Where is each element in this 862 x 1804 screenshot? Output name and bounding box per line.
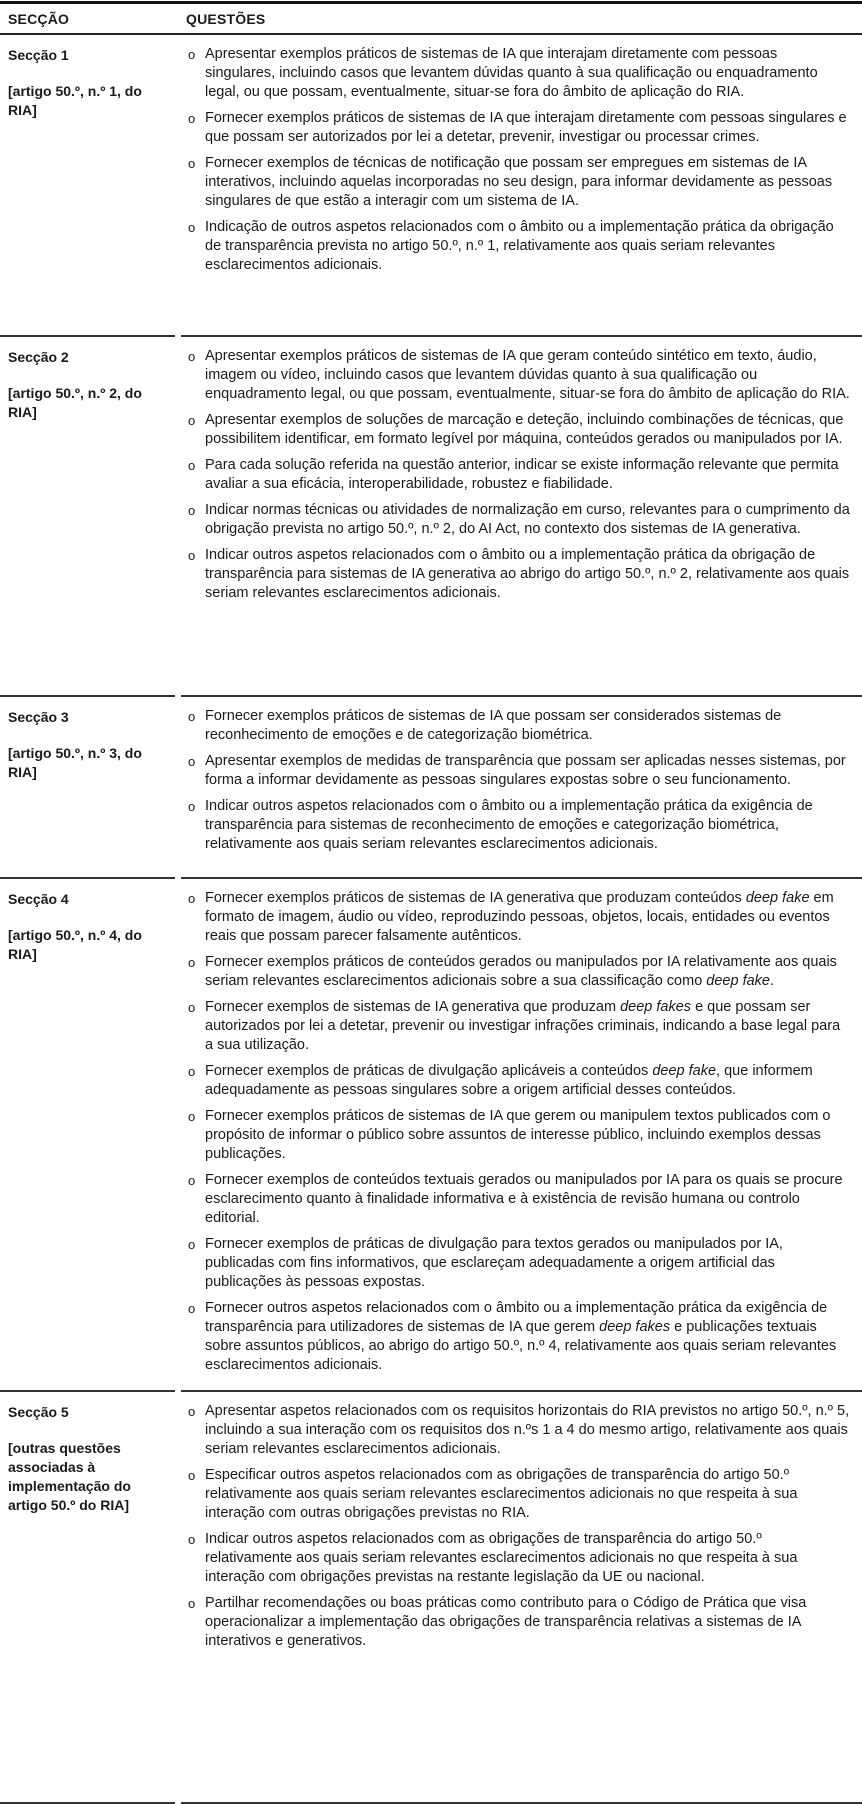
table-row-section-3 <box>0 697 862 877</box>
question-item <box>181 1530 852 1587</box>
bullet-circle-icon: o <box>188 413 196 428</box>
question-text: Fornecer exemplos de sistemas de IA generativa que produzam deep fakes e que possam ser autorizados por lei a detetar, prevenir ou investigar infrações criminais, indicando a base legal para a sua utilização. <box>205 999 841 1053</box>
section-cell <box>0 1392 181 1802</box>
question-item <box>181 707 852 745</box>
section-reference: [artigo 50.º, n.º 1, do RIA] <box>8 83 142 118</box>
section-cell <box>0 879 181 1390</box>
question-text: Apresentar exemplos práticos de sistemas de IA que interajam diretamente com pessoas singulares, incluindo casos que levantem dúvidas quanto à sua qualificação ou enquadramento legal, ou que possam, eventualmente, situar-se fora do âmbito de aplicação do RIA. <box>205 46 818 100</box>
question-text: Fornecer exemplos de práticas de divulgação aplicáveis a conteúdos deep fake, que informem adequadamente as pessoas singulares sobre a origem artificial desses conteúdos. <box>205 1063 813 1098</box>
bullet-circle-icon: o <box>188 47 196 62</box>
section-title: Secção 3 <box>8 709 69 725</box>
question-item <box>181 1107 852 1164</box>
question-item <box>181 752 852 790</box>
question-text: Fornecer exemplos de conteúdos textuais gerados ou manipulados por IA para os quais se procure esclarecimento quanto à finalidade informativa e à existência de revisão humana ou controlo editorial. <box>205 1172 843 1226</box>
table-row-section-1 <box>0 35 862 335</box>
bullet-circle-icon: o <box>188 1064 196 1079</box>
questions-cell <box>181 879 862 1390</box>
table-row-section-5 <box>0 1392 862 1802</box>
table-row-section-2 <box>0 337 862 695</box>
section-cell <box>0 697 181 877</box>
question-item <box>181 109 852 147</box>
bullet-circle-icon: o <box>188 1173 196 1188</box>
question-item <box>181 1062 852 1100</box>
bullet-circle-icon: o <box>188 1596 196 1611</box>
table-body <box>0 35 862 1804</box>
bullet-circle-icon: o <box>188 1000 196 1015</box>
section-reference: [artigo 50.º, n.º 2, do RIA] <box>8 385 142 420</box>
bullet-circle-icon: o <box>188 111 196 126</box>
bullet-circle-icon: o <box>188 955 196 970</box>
bullet-circle-icon: o <box>188 1109 196 1124</box>
question-text: Especificar outros aspetos relacionados com as obrigações de transparência do artigo 50.º relativamente aos quais seriam relevantes esclarecimentos adicionais no que respeita à sua interação com outras obrigações previstas no RIA. <box>205 1467 798 1521</box>
question-text: Fornecer exemplos práticos de sistemas de IA que interajam diretamente com pessoas singulares e que possam ser autorizados por lei a detetar, prevenir, investigar ou processar crimes. <box>205 110 847 145</box>
questions-cell <box>181 697 862 877</box>
bullet-circle-icon: o <box>188 458 196 473</box>
question-text: Partilhar recomendações ou boas práticas como contributo para o Código de Prática que visa operacionalizar a implementação das obrigações de transparência relativas a sistemas de IA interativos e generativos. <box>205 1595 807 1649</box>
question-item <box>181 1171 852 1228</box>
questions-cell <box>181 1392 862 1802</box>
bullet-circle-icon: o <box>188 1404 196 1419</box>
question-text: Apresentar aspetos relacionados com os requisitos horizontais do RIA previstos no artigo 50.º, n.º 5, incluindo a sua interação com os requisitos dos n.ºs 1 a 4 do mesmo artigo, relativamente aos quais seriam relevantes esclarecimentos adicionais. <box>205 1403 850 1457</box>
bullet-circle-icon: o <box>188 1301 196 1316</box>
question-text: Fornecer exemplos práticos de conteúdos gerados ou manipulados por IA relativamente aos quais seriam relevantes esclarecimentos adicionais sobre a sua classificação como deep fake. <box>205 954 837 989</box>
header-questions: QUESTÕES <box>186 10 266 27</box>
header-section: SECÇÃO <box>8 10 70 27</box>
question-item <box>181 1594 852 1651</box>
question-item <box>181 218 852 275</box>
bullet-circle-icon: o <box>188 548 196 563</box>
bullet-circle-icon: o <box>188 891 196 906</box>
section-cell <box>0 35 181 335</box>
bullet-circle-icon: o <box>188 220 196 235</box>
question-text: Fornecer exemplos de práticas de divulgação para textos gerados ou manipulados por IA, publicadas com fins informativos, que esclareçam adequadamente a origem artificial das publicações às pessoas expostas. <box>205 1236 783 1290</box>
section-reference: [artigo 50.º, n.º 3, do RIA] <box>8 745 142 780</box>
question-item <box>181 456 852 494</box>
bullet-circle-icon: o <box>188 156 196 171</box>
question-text: Apresentar exemplos de medidas de transparência que possam ser aplicadas nesses sistemas, por forma a informar devidamente as pessoas singulares expostas sobre o seu funcionamento. <box>205 753 846 788</box>
question-item <box>181 889 852 946</box>
questions-table <box>0 1 862 1804</box>
bullet-circle-icon: o <box>188 754 196 769</box>
question-item <box>181 953 852 991</box>
section-title: Secção 4 <box>8 891 69 907</box>
question-item <box>181 45 852 102</box>
bullet-circle-icon: o <box>188 349 196 364</box>
question-text: Fornecer exemplos práticos de sistemas de IA que gerem ou manipulem textos publicados com o propósito de informar o público sobre assuntos de interesse público, incluindo exemplos dessas publicações. <box>205 1108 831 1162</box>
question-text: Fornecer exemplos de técnicas de notificação que possam ser empregues em sistemas de IA interativos, incluindo aquelas incorporadas no seu design, para informar devidamente as pessoas singulares de que estão a interagir com um sistema de IA. <box>205 155 833 209</box>
question-item <box>181 347 852 404</box>
bullet-circle-icon: o <box>188 799 196 814</box>
table-header <box>0 4 862 35</box>
question-item <box>181 797 852 854</box>
bullet-circle-icon: o <box>188 1237 196 1252</box>
section-reference: [outras questões associadas à implementação do artigo 50.º do RIA] <box>8 1440 131 1513</box>
question-text: Para cada solução referida na questão anterior, indicar se existe informação relevante que permita avaliar a sua eficácia, interoperabilidade, robustez e fiabilidade. <box>205 457 839 492</box>
question-item <box>181 411 852 449</box>
question-text: Indicar outros aspetos relacionados com o âmbito ou a implementação prática da exigência de transparência para sistemas de reconhecimento de emoções e categorização biométrica, relativamente aos quais seriam relevantes esclarecimentos adicionais. <box>205 798 813 852</box>
question-item <box>181 998 852 1055</box>
section-title: Secção 1 <box>8 47 69 63</box>
bullet-circle-icon: o <box>188 709 196 724</box>
question-text: Apresentar exemplos de soluções de marcação e deteção, incluindo combinações de técnicas, que possibilitem identificar, em formato legível por máquina, conteúdos gerados ou manipulados por IA. <box>205 412 844 447</box>
section-reference: [artigo 50.º, n.º 4, do RIA] <box>8 927 142 962</box>
question-item <box>181 1402 852 1459</box>
question-item <box>181 1299 852 1375</box>
question-item <box>181 501 852 539</box>
question-text: Indicar outros aspetos relacionados com as obrigações de transparência do artigo 50.º relativamente aos quais seriam relevantes esclarecimentos adicionais no que respeita à sua interação com obrigações previstas na restante legislação da UE ou nacional. <box>205 1531 798 1585</box>
questions-cell <box>181 35 862 335</box>
table-row-section-4 <box>0 879 862 1390</box>
bullet-circle-icon: o <box>188 1532 196 1547</box>
section-title: Secção 5 <box>8 1404 69 1420</box>
question-text: Indicar outros aspetos relacionados com o âmbito ou a implementação prática da obrigação de transparência para sistemas de IA generativa ao abrigo do artigo 50.º, n.º 2, relativamente aos quais seriam relevantes esclarecimentos adicionais. <box>205 547 850 601</box>
bullet-circle-icon: o <box>188 1468 196 1483</box>
question-item <box>181 546 852 603</box>
bullet-circle-icon: o <box>188 503 196 518</box>
question-text: Indicação de outros aspetos relacionados com o âmbito ou a implementação prática da obrigação de transparência prevista no artigo 50.º, n.º 1, relativamente aos quais seriam relevantes esclarecimentos adicionais. <box>205 219 834 273</box>
section-cell <box>0 337 181 695</box>
question-item <box>181 1235 852 1292</box>
question-text: Fornecer exemplos práticos de sistemas de IA generativa que produzam conteúdos deep fake em formato de imagem, áudio ou vídeo, reproduzindo pessoas, objetos, locais, entidades ou eventos reais que possam parecer falsamente autênticos. <box>205 890 834 944</box>
section-title: Secção 2 <box>8 349 69 365</box>
questions-cell <box>181 337 862 695</box>
question-text: Indicar normas técnicas ou atividades de normalização em curso, relevantes para o cumprimento da obrigação prevista no artigo 50.º, n.º 2, do AI Act, no contexto dos sistemas de IA generativa. <box>205 502 850 537</box>
question-item <box>181 154 852 211</box>
question-text: Fornecer exemplos práticos de sistemas de IA que possam ser considerados sistemas de reconhecimento de emoções e de categorização biométrica. <box>205 708 782 743</box>
question-item <box>181 1466 852 1523</box>
question-text: Apresentar exemplos práticos de sistemas de IA que geram conteúdo sintético em texto, áudio, imagem ou vídeo, incluindo casos que levantem dúvidas quanto à sua qualificação ou enquadramento legal, ou que possam, eventualmente, situar-se fora do âmbito de aplicação do RIA. <box>205 348 850 402</box>
question-text: Fornecer outros aspetos relacionados com o âmbito ou a implementação prática da exigência de transparência para utilizadores de sistemas de IA que gerem deep fakes e publicações textuais sobre assuntos públicos, ao abrigo do artigo 50.º, n.º 4, relativamente aos quais seriam relevantes esclarecimentos adicionais. <box>205 1300 837 1373</box>
